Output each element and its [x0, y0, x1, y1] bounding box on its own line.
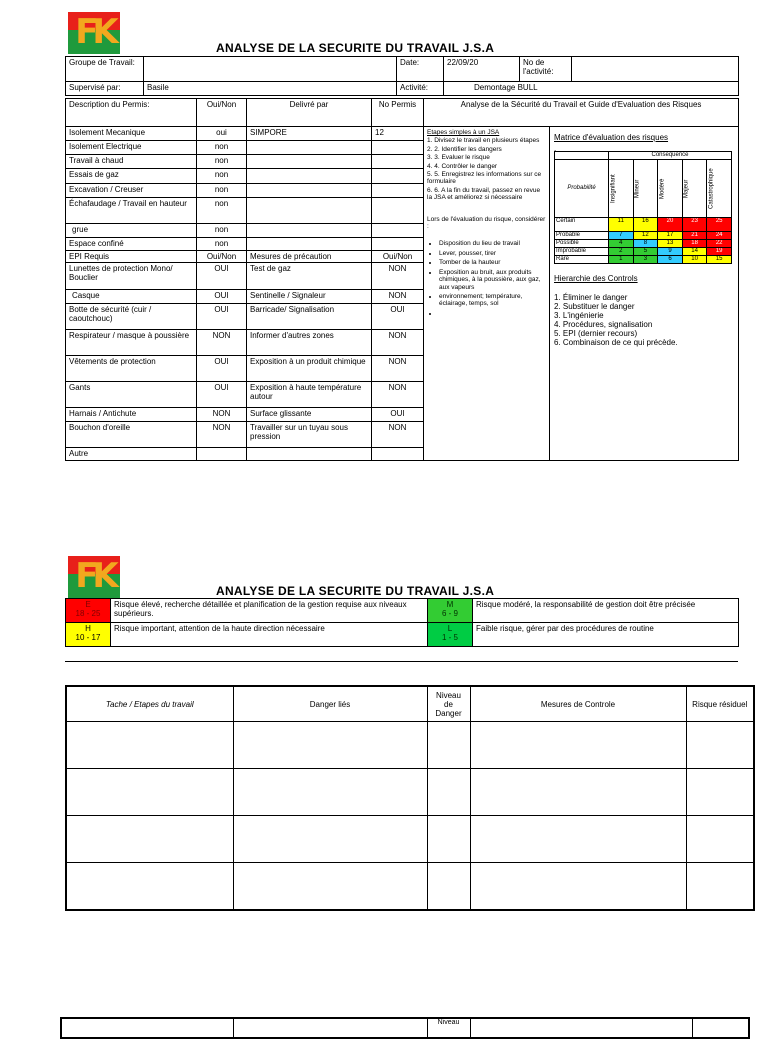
logo-text: FK: [75, 556, 113, 596]
permis-label: Isolement Electrique: [66, 141, 197, 155]
probabilite-label: Probabilité: [555, 160, 609, 218]
danger-cell[interactable]: [233, 769, 427, 816]
danger-cell[interactable]: [233, 722, 427, 769]
legend-text: Risque élevé, recherche détaillée et planification de la gestion requise aux niveaux supérieurs.: [111, 599, 428, 623]
epi-value[interactable]: NON: [197, 330, 247, 356]
company-logo: [68, 12, 120, 54]
matrix-col-header: Catastrophique: [707, 160, 732, 218]
danger-cell[interactable]: [233, 863, 427, 911]
matrix-cell: 1: [609, 256, 634, 264]
mesure-label: Sentinelle / Signaleur: [247, 290, 372, 304]
mesures-cell[interactable]: [470, 863, 686, 911]
mesure-value[interactable]: OUI: [372, 408, 424, 422]
permis-label: Travail à chaud: [66, 155, 197, 169]
jsa-header-table: [65, 56, 739, 96]
epi-value[interactable]: OUI: [197, 356, 247, 382]
legend-code: H: [85, 624, 91, 633]
autre-label: Autre: [66, 448, 197, 461]
legend-text: Faible risque, gérer par des procédures de routine: [473, 623, 739, 647]
col-risque: Risque résiduel: [686, 686, 754, 722]
permis-no[interactable]: [372, 224, 424, 238]
epi-label: Bouchon d'oreille: [66, 422, 197, 448]
date-field[interactable]: 22/09/20: [444, 57, 520, 82]
hierarchie-title: Hierarchie des Controls: [554, 274, 638, 283]
autre-mesure[interactable]: [247, 448, 372, 461]
etapes-item: 3. 3. Evaluer le risque: [427, 154, 490, 162]
page-title: ANALYSE DE LA SECURITE DU TRAVAIL J.S.A: [216, 41, 495, 55]
matrix-cell: 9: [658, 248, 683, 256]
hierarchie-item: 4. Procédures, signalisation: [554, 320, 653, 329]
consequence-label: Consequence: [609, 152, 732, 160]
matrix-cell: 4: [609, 240, 634, 248]
matrix-cell: 6: [658, 256, 683, 264]
permis-label: Échafaudage / Travail en hauteur: [66, 198, 197, 224]
autre-mvalue[interactable]: [372, 448, 424, 461]
hierarchie-item: 3. L'ingénierie: [554, 311, 604, 320]
mesures-header: Mesures de précaution: [247, 251, 372, 263]
consider-item: • Lever, pousser, tirer: [439, 250, 546, 257]
mesure-value[interactable]: NON: [372, 382, 424, 408]
groupe-field[interactable]: [144, 57, 397, 82]
danger-cell[interactable]: [233, 816, 427, 863]
permis-no[interactable]: [372, 198, 424, 224]
epi-label: Harnais / Antichute: [66, 408, 197, 422]
legend-code-e: [66, 599, 111, 623]
legend-code: L: [447, 624, 453, 633]
task-cell[interactable]: [66, 816, 233, 863]
supervise-label: Supervisé par:: [66, 82, 144, 96]
autre-value[interactable]: [197, 448, 247, 461]
mesure-label: Travailler sur un tuyau sous pression: [247, 422, 372, 448]
date-label: Date:: [397, 57, 444, 82]
company-logo: [68, 556, 120, 598]
col-tache: Tache / Etapes du travail: [66, 686, 233, 722]
mesures-cell[interactable]: [470, 816, 686, 863]
epi-label: Vêtements de protection: [66, 356, 197, 382]
task-cell[interactable]: [66, 722, 233, 769]
permis-table: [65, 98, 739, 461]
matrix-cell: 8: [633, 240, 658, 248]
matrix-cell: 24: [707, 232, 732, 240]
consider-item: • environnement; température, éclairage, temps, sol: [439, 293, 546, 308]
task-cell[interactable]: [66, 769, 233, 816]
mesure-label: Barricade/ Signalisation: [247, 304, 372, 330]
mesures-ouinon-header: Oui/Non: [372, 251, 424, 263]
matrix-row-label: Improbable: [555, 248, 609, 256]
mesure-value[interactable]: NON: [372, 356, 424, 382]
matrix-cell: 10: [682, 256, 707, 264]
consider-item: • Exposition au bruit, aux produits chimiques, à la poussière, aux gaz, aux vapeurs: [439, 269, 546, 291]
col-mesures: Mesures de Controle: [470, 686, 686, 722]
mesure-label: Exposition à un produit chimique: [247, 356, 372, 382]
matrice-dot: .: [554, 144, 557, 153]
mesure-value[interactable]: NON: [372, 422, 424, 448]
activite-value: Demontage BULL: [474, 83, 538, 92]
no-activite-label: No de l'activité:: [520, 57, 572, 82]
col-delivre: Delivré par: [247, 99, 372, 127]
risk-matrix: [554, 151, 732, 264]
etapes-item: 2. 2. Identifier les dangers: [427, 145, 502, 153]
permis-value[interactable]: oui: [197, 127, 247, 141]
etapes-item: 6. 6. A la fin du travail, passez en revue la JSA et améliorez si nécessaire: [427, 186, 541, 202]
risque-cell[interactable]: [686, 816, 754, 863]
permis-no[interactable]: 12: [372, 127, 424, 141]
matrix-cell: 20: [658, 218, 683, 232]
mesure-label: Surface glissante: [247, 408, 372, 422]
col-niveau-partial: Niveau: [427, 1018, 470, 1038]
niveau-cell[interactable]: [427, 769, 470, 816]
epi-ouinon-header: Oui/Non: [197, 251, 247, 263]
permis-par[interactable]: [247, 169, 372, 184]
epi-header: EPI Requis: [66, 251, 197, 263]
hierarchie-item: 1. Éliminer le danger: [554, 293, 628, 302]
lors-text: Lors de l'évaluation du risque, considérer :: [427, 215, 546, 231]
epi-label: Respirateur / masque à poussière: [66, 330, 197, 356]
legend-range: 10 - 17: [75, 633, 101, 642]
mesure-value[interactable]: NON: [372, 330, 424, 356]
risk-legend: [65, 598, 739, 647]
permis-no[interactable]: [372, 141, 424, 155]
epi-value[interactable]: OUI: [197, 382, 247, 408]
groupe-label: Groupe de Travail:: [66, 57, 144, 82]
matrix-col-header: Insignifiant: [609, 160, 634, 218]
matrix-row-label: Certain: [555, 218, 609, 232]
legend-code: E: [85, 600, 91, 609]
permis-value[interactable]: non: [197, 198, 247, 224]
risque-cell[interactable]: [686, 863, 754, 911]
legend-range: 6 - 9: [441, 609, 458, 618]
activite-field[interactable]: [444, 82, 739, 96]
col-ouinon: Oui/Non: [197, 99, 247, 127]
matrix-row-label: Possible: [555, 240, 609, 248]
permis-no[interactable]: [372, 238, 424, 251]
legend-text: Risque modéré, la responsabilité de gestion doit être précisée: [473, 599, 739, 623]
col-niveau: Niveau de Danger: [427, 686, 470, 722]
matrix-cell: 3: [633, 256, 658, 264]
no-activite-field[interactable]: [572, 57, 739, 82]
permis-label: Isolement Mecanique: [66, 127, 197, 141]
etapes-panel: [424, 127, 550, 461]
matrix-cell: 11: [609, 218, 634, 232]
divider: [65, 661, 738, 662]
epi-label: Botte de sécurité (cuir / caoutchouc): [66, 304, 197, 330]
matrix-cell: 23: [682, 218, 707, 232]
permis-value[interactable]: non: [197, 169, 247, 184]
matrix-cell: 21: [682, 232, 707, 240]
permis-no[interactable]: [372, 184, 424, 198]
matrice-title: Matrice d'évaluation des risques: [554, 133, 669, 142]
niveau-cell[interactable]: [427, 722, 470, 769]
niveau-cell[interactable]: [427, 816, 470, 863]
consider-item: • Disposition du lieu de travail: [439, 240, 546, 247]
permis-value[interactable]: non: [197, 141, 247, 155]
permis-par[interactable]: [247, 141, 372, 155]
niveau-cell[interactable]: [427, 863, 470, 911]
risque-cell[interactable]: [686, 722, 754, 769]
matrix-cell: 19: [707, 248, 732, 256]
col-danger: Danger liés: [233, 686, 427, 722]
permis-label: Excavation / Creuser: [66, 184, 197, 198]
permis-par[interactable]: [247, 198, 372, 224]
mesure-label: Exposition à haute température autour: [247, 382, 372, 408]
permis-par[interactable]: [247, 238, 372, 251]
page-title: ANALYSE DE LA SECURITE DU TRAVAIL J.S.A: [216, 584, 495, 598]
epi-label: Casque: [66, 290, 197, 304]
permis-label: Espace confiné: [66, 238, 197, 251]
matrix-cell: 5: [633, 248, 658, 256]
epi-value[interactable]: NON: [197, 408, 247, 422]
mesure-value[interactable]: NON: [372, 290, 424, 304]
legend-code: M: [446, 600, 454, 609]
permis-par[interactable]: [247, 184, 372, 198]
permis-no[interactable]: [372, 155, 424, 169]
epi-label: Gants: [66, 382, 197, 408]
permis-par[interactable]: [247, 224, 372, 238]
task-cell[interactable]: [66, 863, 233, 911]
legend-code-h: [66, 623, 111, 647]
mesure-value[interactable]: OUI: [372, 304, 424, 330]
etapes-item: 4. 4. Contrôler le danger: [427, 162, 498, 170]
epi-value[interactable]: NON: [197, 422, 247, 448]
col-description: Description du Permis:: [66, 99, 197, 127]
matrix-cell: 7: [609, 232, 634, 240]
matrix-cell: 13: [658, 240, 683, 248]
matrix-cell: 15: [707, 256, 732, 264]
consider-item: • Tomber de la hauteur: [439, 259, 546, 266]
matrix-row-label: Probable: [555, 232, 609, 240]
permis-label: Essais de gaz: [66, 169, 197, 184]
legend-text: Risque important, attention de la haute direction nécessaire: [111, 623, 428, 647]
matrix-col-header: Mineur: [633, 160, 658, 218]
permis-no[interactable]: [372, 169, 424, 184]
col-nopermis: No Permis: [372, 99, 424, 127]
matrix-col-header: Modéré: [658, 160, 683, 218]
permis-value[interactable]: non: [197, 224, 247, 238]
matrix-cell: 22: [707, 240, 732, 248]
permis-label: grue: [66, 224, 197, 238]
etapes-item: 1. Divisez le travail en plusieurs étapes: [427, 137, 540, 145]
legend-range: 18 - 25: [75, 609, 101, 618]
permis-value[interactable]: non: [197, 184, 247, 198]
legend-code-l: [428, 623, 473, 647]
risque-cell[interactable]: [686, 769, 754, 816]
hierarchie-item: 6. Combinaison de ce qui précède.: [554, 338, 678, 347]
matrix-row-label: Rare: [555, 256, 609, 264]
mesure-label: Informer d'autres zones: [247, 330, 372, 356]
legend-code-m: [428, 599, 473, 623]
permis-par[interactable]: [247, 155, 372, 169]
activite-label: Activité:: [397, 82, 444, 96]
matrix-cell: 2: [609, 248, 634, 256]
hierarchie-item: 5. EPI (dernier recours): [554, 329, 638, 338]
matrix-cell: 18: [682, 240, 707, 248]
etapes-title: Etapes simples à un JSA: [427, 129, 500, 136]
epi-value[interactable]: OUI: [197, 304, 247, 330]
matrix-cell: 17: [658, 232, 683, 240]
etapes-item: 5. 5. Enregistrez les informations sur ce formulaire: [427, 171, 542, 186]
permis-par[interactable]: SIMPORE: [247, 127, 372, 141]
consider-item: [439, 310, 546, 317]
matrix-cell: 12: [633, 232, 658, 240]
epi-label: Lunettes de protection Mono/ Bouclier: [66, 263, 197, 290]
epi-value[interactable]: OUI: [197, 263, 247, 290]
matrix-cell: 25: [707, 218, 732, 232]
epi-value[interactable]: OUI: [197, 290, 247, 304]
legend-range: 1 - 5: [441, 633, 458, 642]
col-analyse: Analyse de la Sécurité du Travail et Guide d'Evaluation des Risques: [424, 99, 739, 127]
matrix-col-header: Majeur: [682, 160, 707, 218]
matrix-cell: 14: [682, 248, 707, 256]
matrix-cell: 16: [633, 218, 658, 232]
mesures-cell[interactable]: [470, 769, 686, 816]
mesure-label: Test de gaz: [247, 263, 372, 290]
supervise-field[interactable]: Basile: [144, 82, 397, 96]
tasks-table: [65, 685, 755, 911]
mesure-value[interactable]: NON: [372, 263, 424, 290]
permis-value[interactable]: non: [197, 238, 247, 251]
hierarchie-item: 2. Substituer le danger: [554, 302, 635, 311]
logo-text: FK: [75, 12, 113, 52]
permis-value[interactable]: non: [197, 155, 247, 169]
mesures-cell[interactable]: [470, 722, 686, 769]
matrice-panel: [550, 127, 739, 461]
tasks-table-continued: [60, 1017, 750, 1039]
